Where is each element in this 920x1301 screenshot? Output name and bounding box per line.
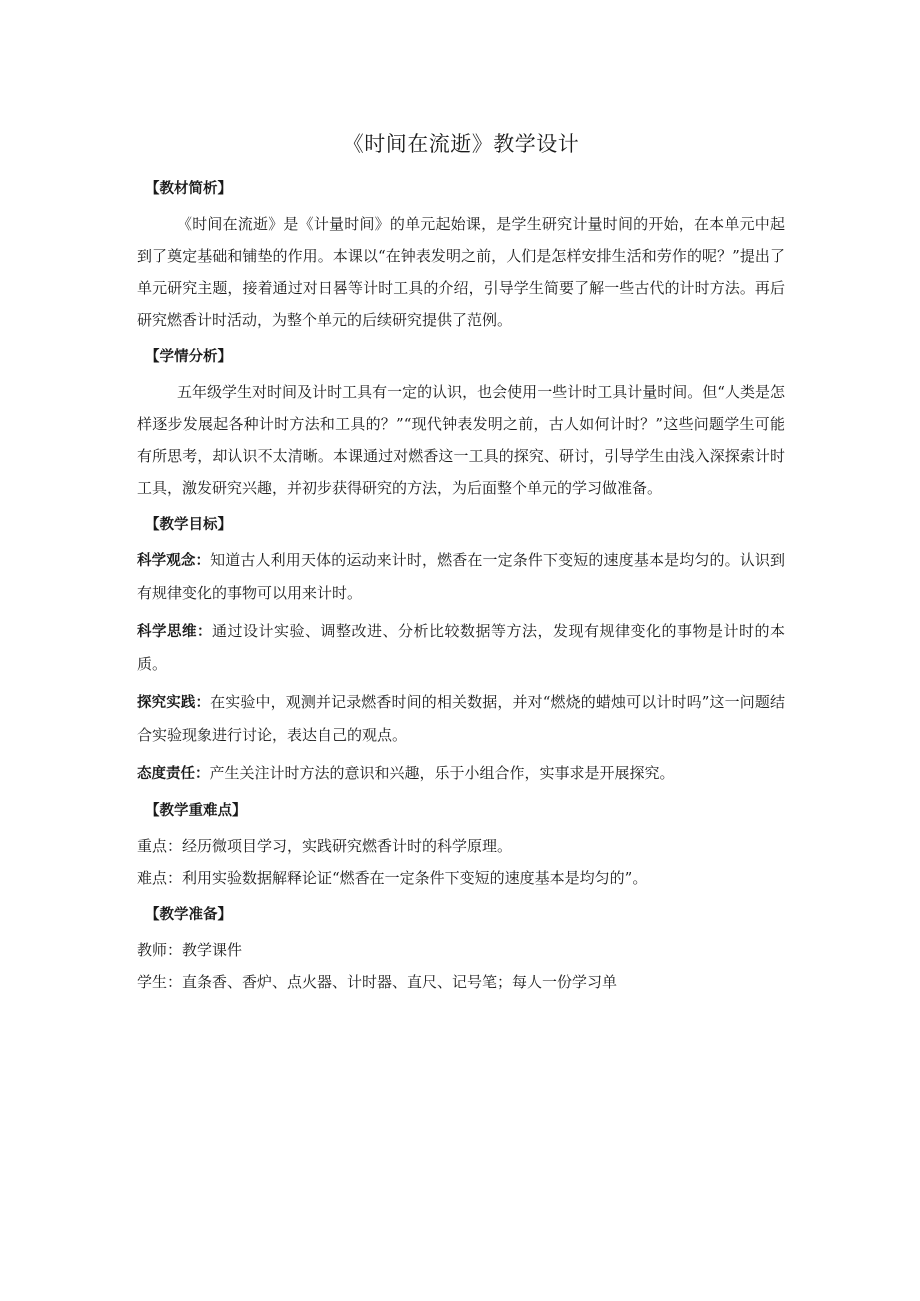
section-prep bbox=[137, 904, 785, 998]
section-goals bbox=[137, 514, 785, 790]
goal-text: 在实验中，观测并记录燃香时间的相关数据，并对“燃烧的蜡烛可以计时吗”这一问题结合实验现象进行讨论，表达自己的观点。 bbox=[137, 693, 786, 744]
goal-label: 态度责任： bbox=[137, 766, 210, 782]
goal-item bbox=[137, 615, 785, 680]
section-paragraph: 五年级学生对时间及计时工具有一定的认识，也会使用一些计时工具计量时间。但“人类是怎样逐步发展起各种计时方法和工具的？”“现代钟表发明之前，古人如何计时？”这些问题学生可能有所思考，却认识不太清晰。本课通过对燃香这一工具的探究、研讨，引导学生由浅入深探索计时工具，激发研究兴趣，并初步获得研究的方法，为后面整个单元的学习做准备。 bbox=[137, 383, 785, 497]
key-point: 重点：经历微项目学习，实践研究燃香计时的科学原理。 bbox=[137, 837, 513, 855]
goal-item bbox=[137, 686, 785, 751]
goal-label: 探究实践： bbox=[137, 695, 211, 711]
section-students bbox=[137, 346, 785, 504]
goal-text: 通过设计实验、调整改进、分析比较数据等方法，发现有规律变化的事物是计时的本质。 bbox=[137, 622, 785, 673]
student-prep: 学生：直条香、香炉、点火器、计时器、直尺、记号笔；每人一份学习单 bbox=[137, 973, 618, 991]
section-material bbox=[137, 178, 785, 336]
document-page bbox=[137, 128, 785, 1008]
section-paragraph: 《时间在流逝》是《计量时间》的单元起始课，是学生研究计量时间的开始，在本单元中起到了奠定基础和铺垫的作用。本课以“在钟表发明之前，人们是怎样安排生活和劳作的呢？”提出了单元研究主题，接着通过对日晷等计时工具的介绍，引导学生简要了解一些古代的计时方法。再后研究燃香计时活动，为整个单元的后续研究提供了范例。 bbox=[137, 215, 785, 329]
section-heading: 【教材简析】 bbox=[145, 181, 232, 197]
goal-label: 科学思维： bbox=[137, 624, 212, 640]
goal-text: 产生关注计时方法的意识和兴趣，乐于小组合作，实事求是开展探究。 bbox=[209, 764, 675, 782]
document-title: 《时间在流逝》教学设计 bbox=[342, 132, 580, 156]
difficult-point: 难点：利用实验数据解释论证“燃香在一定条件下变短的速度基本是均匀的”。 bbox=[137, 869, 648, 887]
section-heading: 【教学重难点】 bbox=[145, 803, 247, 819]
section-heading: 【教学目标】 bbox=[145, 517, 232, 533]
teacher-prep: 教师：教学课件 bbox=[137, 941, 243, 959]
section-keypoints bbox=[137, 800, 785, 894]
section-heading: 【教学准备】 bbox=[145, 907, 232, 923]
goal-item bbox=[137, 544, 785, 609]
goal-text: 知道古人利用天体的运动来计时，燃香在一定条件下变短的速度基本是均匀的。认识到有规律变化的事物可以用来计时。 bbox=[137, 551, 785, 602]
section-heading: 【学情分析】 bbox=[145, 349, 232, 365]
goal-label: 科学观念： bbox=[137, 553, 211, 569]
goal-item bbox=[137, 757, 785, 790]
